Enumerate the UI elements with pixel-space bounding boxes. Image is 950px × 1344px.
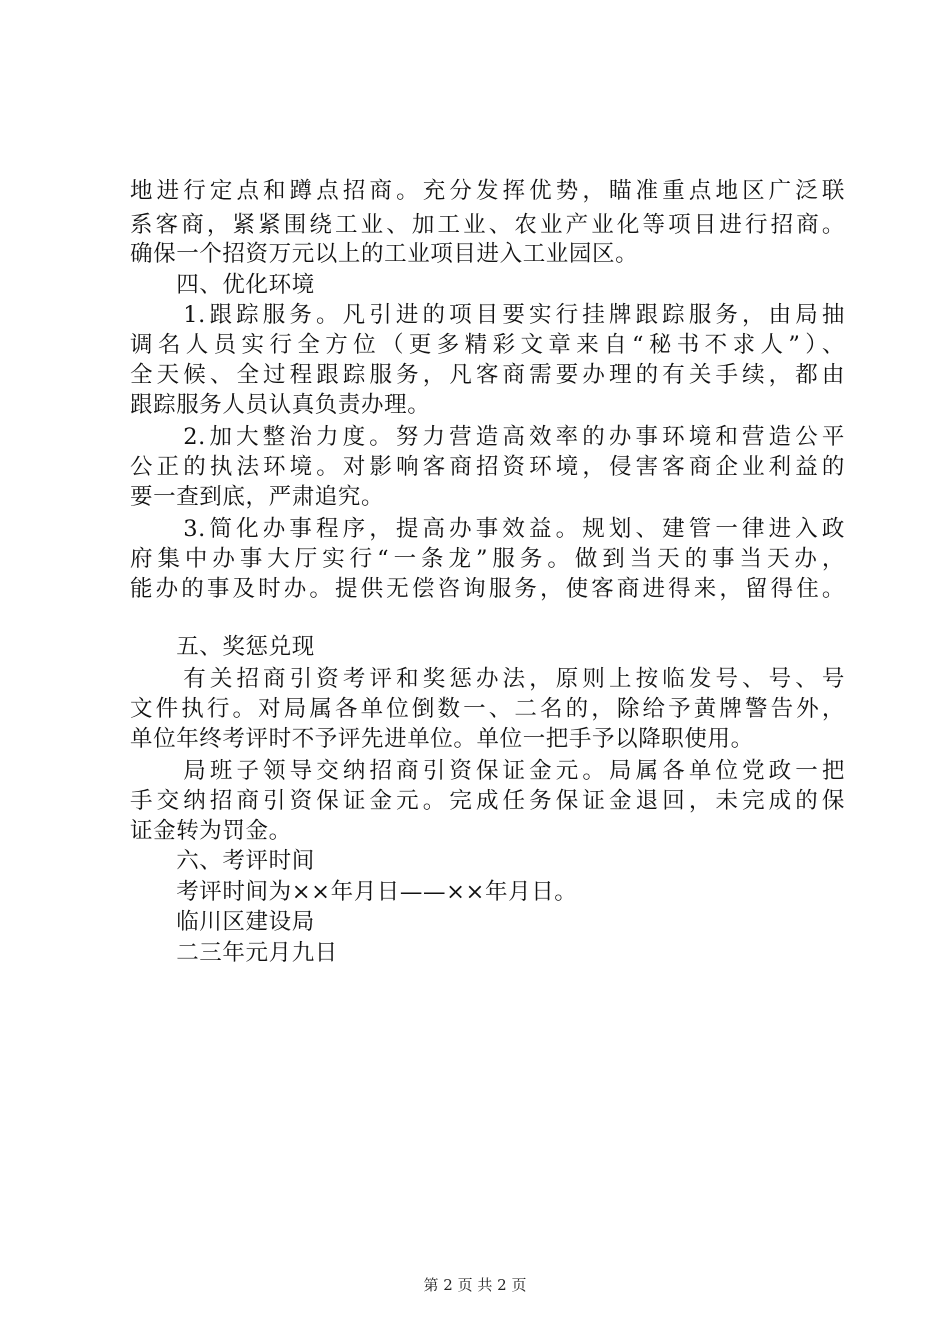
paragraph-line: 单位年终考评时不予评先进单位。单位一把手予以降职使用。 — [130, 726, 754, 752]
paragraph-line: 地进行定点和蹲点招商。充分发挥优势，瞄准重点地区广泛联 — [130, 178, 845, 204]
paragraph-line: 证金转为罚金。 — [130, 818, 292, 844]
section-heading: 五、奖惩兑现 — [130, 634, 315, 660]
paragraph-line: 有关招商引资考评和奖惩办法，原则上按临发号、号、号 — [130, 666, 845, 692]
page-number: 第 2 页 共 2 页 — [423, 1276, 527, 1294]
paragraph-line: 2.加大整治力度。努力营造高效率的办事环境和营造公平 — [130, 424, 845, 450]
signature-date: 二三年元月九日 — [130, 940, 338, 966]
paragraph-line: 调名人员实行全方位（更多精彩文章来自“秘书不求人”）、 — [130, 332, 845, 358]
paragraph-line: 能办的事及时办。提供无偿咨询服务，使客商进得来，留得住。 — [130, 576, 845, 602]
paragraph-line: 府集中办事大厅实行“一条龙”服务。做到当天的事当天办， — [130, 546, 845, 572]
section-heading: 六、考评时间 — [130, 848, 315, 874]
signature-org: 临川区建设局 — [130, 909, 315, 935]
paragraph-line: 文件执行。对局属各单位倒数一、二名的，除给予黄牌警告外， — [130, 696, 845, 722]
paragraph-line: 手交纳招商引资保证金元。完成任务保证金退回，未完成的保 — [130, 788, 845, 814]
paragraph-line: 全天候、全过程跟踪服务，凡客商需要办理的有关手续，都由 — [130, 362, 845, 388]
paragraph-line: 确保一个招资万元以上的工业项目进入工业园区。 — [130, 241, 639, 267]
paragraph-line: 要一查到底，严肃追究。 — [130, 484, 385, 510]
paragraph-line: 公正的执法环境。对影响客商招资环境，侵害客商企业利益的 — [130, 454, 845, 480]
paragraph-line: 系客商，紧紧围绕工业、加工业、农业产业化等项目进行招商。 — [130, 212, 845, 238]
paragraph-line: 考评时间为××年月日——××年月日。 — [130, 879, 578, 905]
paragraph-line: 局班子领导交纳招商引资保证金元。局属各单位党政一把 — [130, 758, 845, 784]
paragraph-line: 1.跟踪服务。凡引进的项目要实行挂牌跟踪服务，由局抽 — [130, 302, 845, 328]
paragraph-line: 跟踪服务人员认真负责办理。 — [130, 392, 431, 418]
section-heading: 四、优化环境 — [130, 272, 315, 298]
paragraph-line: 3.简化办事程序，提高办事效益。规划、建管一律进入政 — [130, 516, 845, 542]
